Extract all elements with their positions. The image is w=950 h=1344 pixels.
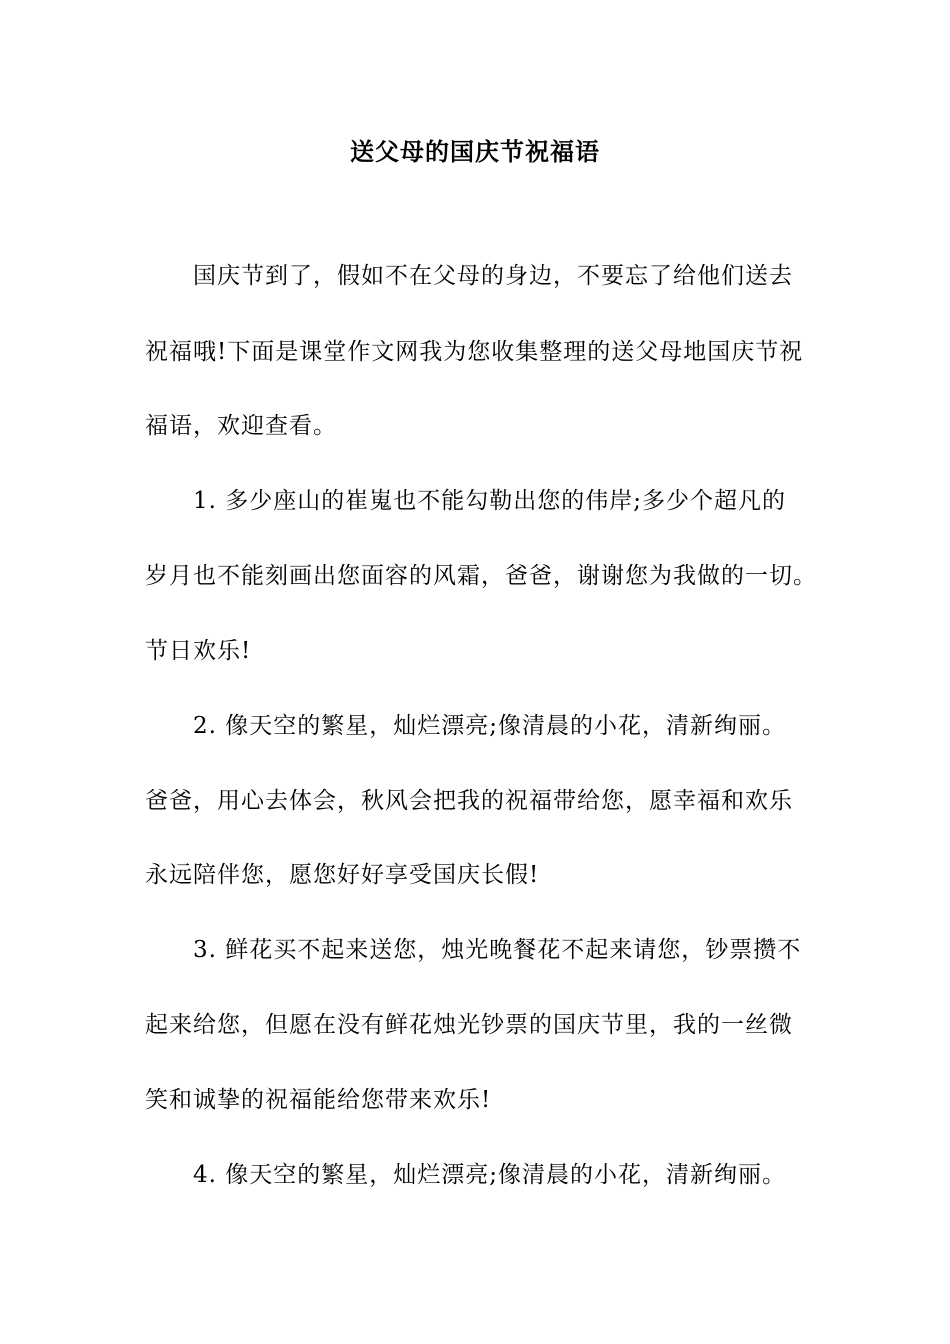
item-3-line-3: 笑和诚挚的祝福能给您带来欢乐! [145, 1087, 492, 1113]
paragraph-intro-line-1: 国庆节到了，假如不在父母的身边，不要忘了给他们送去 [193, 263, 793, 289]
paragraph-intro-line-2: 祝福哦!下面是课堂作文网我为您收集整理的送父母地国庆节祝 [145, 339, 804, 365]
item-1-line-2: 岁月也不能刻画出您面容的风霜，爸爸，谢谢您为我做的一切。 [145, 563, 817, 589]
document-title: 送父母的国庆节祝福语 [350, 137, 600, 166]
item-3-line-2: 起来给您，但愿在没有鲜花烛光钞票的国庆节里，我的一丝微 [145, 1012, 793, 1038]
item-2-line-3: 永远陪伴您，愿您好好享受国庆长假! [145, 862, 540, 888]
paragraph-intro-line-3: 福语，欢迎查看。 [145, 413, 337, 439]
item-2-line-1: 2. 像天空的繁星，灿烂漂亮;像清晨的小花，清新绚丽。 [193, 713, 787, 739]
item-1-line-1: 1. 多少座山的崔嵬也不能勾勒出您的伟岸;多少个超凡的 [193, 488, 787, 514]
item-2-line-2: 爸爸，用心去体会，秋风会把我的祝福带给您，愿幸福和欢乐 [145, 788, 793, 814]
item-1-line-3: 节日欢乐! [145, 638, 252, 664]
item-3-line-1: 3. 鲜花买不起来送您，烛光晚餐花不起来请您，钞票攒不 [193, 937, 802, 963]
item-4-line-1: 4. 像天空的繁星，灿烂漂亮;像清晨的小花，清新绚丽。 [193, 1162, 787, 1188]
